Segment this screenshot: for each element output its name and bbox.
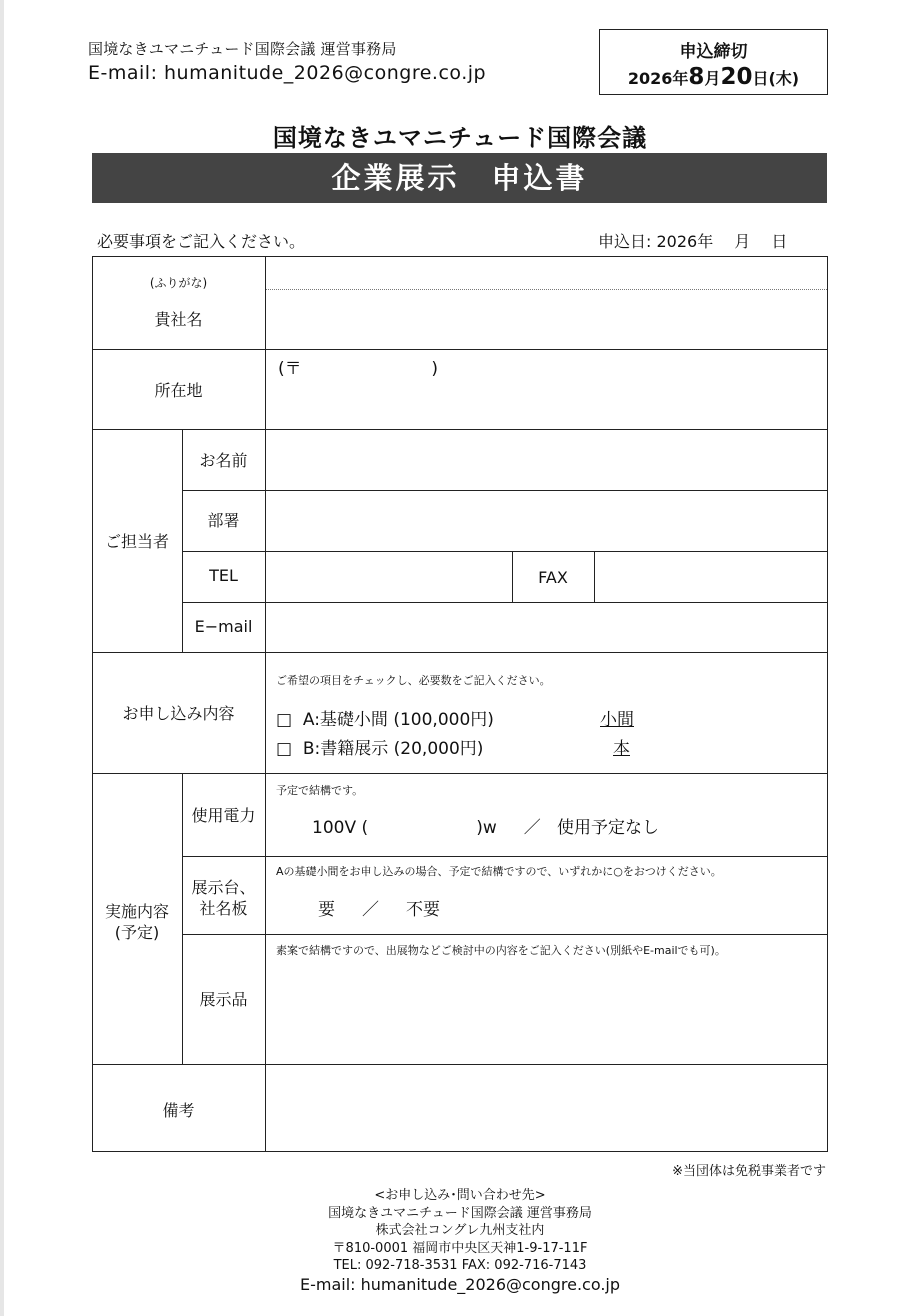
application-date: 申込日: 2026年 月 日 bbox=[598, 232, 788, 251]
column-divider bbox=[265, 256, 266, 1152]
tax-note: ※当団体は免税事業者です bbox=[672, 1164, 826, 1179]
tel-field[interactable] bbox=[268, 554, 508, 598]
application-form-table bbox=[92, 256, 828, 1152]
company-name-field[interactable] bbox=[268, 294, 824, 346]
row-divider bbox=[92, 1064, 828, 1065]
implementation-label bbox=[92, 902, 182, 944]
contact-address: 〒810-0001 福岡市中央区天神1-9-17-11F bbox=[332, 1241, 588, 1256]
remarks-label: 備考 bbox=[162, 1101, 195, 1120]
email-field[interactable] bbox=[268, 606, 824, 648]
stand-note: Aの基礎小間をお申し込みの場合、予定で結構ですので、いずれかに○をおつけください。 bbox=[276, 865, 722, 878]
row-divider bbox=[92, 652, 828, 653]
organizer-email: E-mail: humanitude_2026@congre.co.jp bbox=[88, 62, 487, 84]
name-field[interactable] bbox=[268, 434, 824, 486]
deadline-day: 20 bbox=[720, 64, 753, 90]
deadline-month: 8 bbox=[688, 64, 705, 90]
power-label: 使用電力 bbox=[191, 806, 256, 825]
option-b-checkbox[interactable]: □ B:書籍展示 (20,000円) bbox=[276, 739, 484, 759]
contact-company: 株式会社コングレ九州支社内 bbox=[375, 1223, 545, 1238]
remarks-field[interactable] bbox=[268, 1068, 824, 1148]
row-divider bbox=[182, 602, 828, 603]
organizer-name: 国境なきユマニチュード国際会議 運営事務局 bbox=[88, 40, 397, 58]
power-field[interactable]: 100V ( )w ／ 使用予定なし bbox=[312, 818, 659, 838]
deadline-date bbox=[600, 64, 827, 90]
deadline-month-suffix: 月 bbox=[704, 69, 721, 88]
implementation-label-sub: (予定) bbox=[114, 922, 160, 942]
email-label: E−mail bbox=[194, 617, 253, 636]
exhibits-note: 素案で結構ですので、出展物などご検討中の内容をご記入ください(別紙やE-mailでも可)。 bbox=[276, 944, 726, 957]
contact-phone: TEL: 092-718-3531 FAX: 092-716-7143 bbox=[333, 1258, 587, 1273]
deadline-box bbox=[599, 29, 828, 95]
instructions: 必要事項をご記入ください。 bbox=[97, 232, 306, 251]
option-a-checkbox[interactable]: □ A:基礎小間 (100,000円) bbox=[276, 710, 494, 730]
stand-label-line2: 社名板 bbox=[199, 898, 248, 918]
fax-label: FAX bbox=[538, 568, 568, 587]
row-divider bbox=[92, 429, 828, 430]
stand-label bbox=[182, 878, 265, 920]
row-divider bbox=[92, 349, 828, 350]
border-bottom bbox=[92, 1151, 828, 1152]
row-divider bbox=[182, 490, 828, 491]
row-divider bbox=[182, 934, 828, 935]
stand-label-line1: 展示台、 bbox=[191, 878, 256, 897]
contact-email: E-mail: humanitude_2026@congre.co.jp bbox=[299, 1275, 621, 1294]
exhibits-field[interactable] bbox=[268, 962, 824, 1060]
postal-code-field[interactable]: (〒 ) bbox=[278, 359, 438, 379]
implementation-label-main: 実施内容 bbox=[104, 902, 169, 921]
application-label: お申し込み内容 bbox=[122, 704, 235, 723]
row-divider bbox=[182, 551, 828, 552]
row-divider bbox=[92, 773, 828, 774]
stand-choice[interactable]: 要 ／ 不要 bbox=[318, 900, 441, 920]
furigana-label: (ふりがな) bbox=[149, 276, 208, 290]
row-divider bbox=[182, 856, 828, 857]
deadline-year: 2026年 bbox=[627, 69, 689, 88]
contact-person-label: ご担当者 bbox=[104, 532, 169, 551]
page-edge bbox=[0, 0, 4, 1316]
furigana-divider bbox=[266, 289, 827, 290]
department-field[interactable] bbox=[268, 494, 824, 546]
option-a-quantity[interactable]: 小間 bbox=[600, 710, 634, 730]
deadline-title: 申込締切 bbox=[679, 42, 748, 62]
application-note: ご希望の項目をチェックし、必要数をご記入ください。 bbox=[276, 674, 551, 687]
furigana-field[interactable] bbox=[268, 260, 824, 286]
form-title-banner: 企業展示 申込書 bbox=[92, 153, 827, 203]
deadline-day-suffix: 日(木) bbox=[752, 69, 800, 88]
border-right bbox=[827, 256, 828, 1152]
contact-heading: <お申し込み･問い合わせ先> bbox=[374, 1188, 546, 1203]
address-label: 所在地 bbox=[154, 381, 203, 400]
department-label: 部署 bbox=[207, 511, 240, 530]
option-b-quantity[interactable]: 本 bbox=[613, 739, 630, 759]
exhibits-label: 展示品 bbox=[199, 990, 248, 1009]
border-top bbox=[92, 256, 828, 257]
conference-title: 国境なきユマニチュード国際会議 bbox=[272, 124, 648, 152]
tel-label: TEL bbox=[209, 566, 238, 585]
power-note: 予定で結構です。 bbox=[276, 784, 364, 797]
column-divider bbox=[594, 551, 595, 602]
company-label: 貴社名 bbox=[154, 310, 203, 329]
fax-field[interactable] bbox=[598, 554, 824, 598]
contact-office: 国境なきユマニチュード国際会議 運営事務局 bbox=[328, 1206, 592, 1221]
name-label: お名前 bbox=[199, 451, 248, 470]
